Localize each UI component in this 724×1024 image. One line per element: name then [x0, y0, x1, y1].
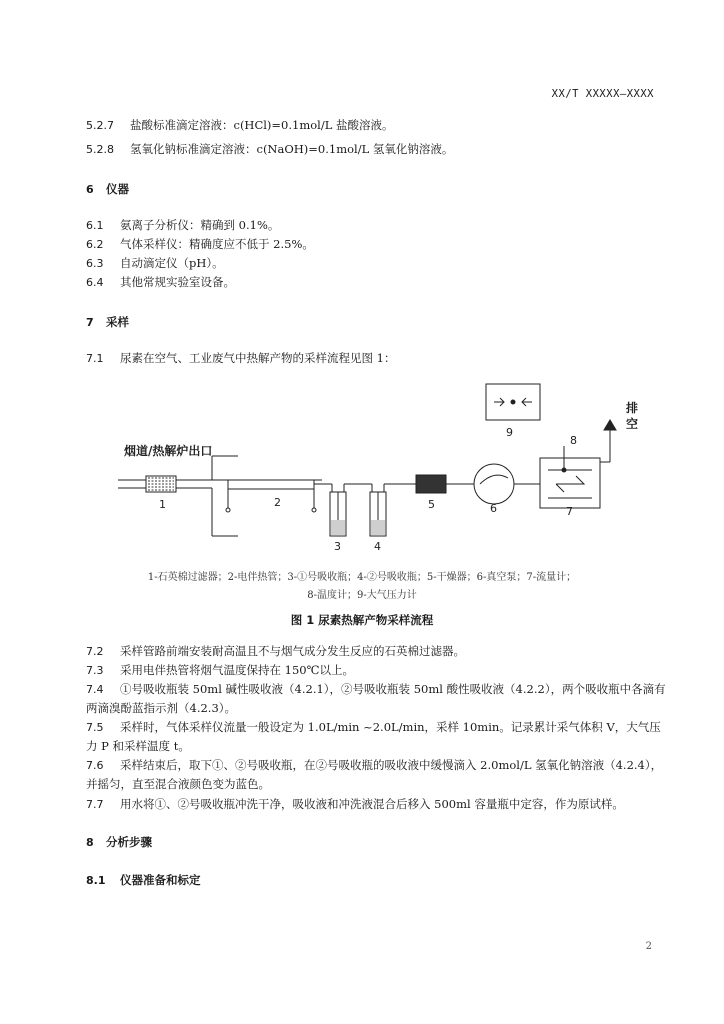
clause-number: 7.2: [86, 645, 104, 658]
clause-text: 采样管路前端安装耐高温且不与烟气成分发生反应的石英棉过滤器。: [120, 644, 465, 658]
clause-number: 6.4: [86, 276, 104, 289]
clause-text: 采样结束后，取下①、②号吸收瓶，在②号吸收瓶的吸收液中缓慢滴入 2.0mol/L 氢氧化钠溶液（4.2.4），并摇匀，直至混合液颜色变为蓝色。: [86, 758, 663, 791]
label-1: 1: [159, 498, 166, 511]
clause-number: 5.2.8: [86, 143, 114, 156]
clause-text: 采样时，气体采样仪流量一般设定为 1.0L/min ~2.0L/min，采样 10min。记录累计采气体积 V，大气压力 P 和采样温度 t。: [86, 720, 661, 753]
clause-7-7: [86, 797, 624, 812]
clause-text: 氢氧化钠标准滴定溶液：c(NaOH)=0.1mol/L 氢氧化钠溶液。: [130, 142, 454, 156]
subsection-heading-8-1: [86, 872, 201, 888]
clause-5-2-8: [86, 142, 453, 157]
clause-6-2: [86, 237, 314, 252]
section-number: 8.1: [86, 874, 106, 887]
label-4: 4: [374, 540, 381, 553]
clause-text: 采用电伴热管将烟气温度保持在 150℃以上。: [120, 663, 354, 677]
clause-text: 气体采样仪：精确度应不低于 2.5%。: [120, 237, 314, 251]
label-5: 5: [428, 498, 435, 511]
section-title: 采样: [106, 315, 129, 329]
clause-text: 自动滴定仪（pH）。: [120, 256, 224, 270]
section-title: 仪器: [106, 182, 129, 196]
clause-5-2-7: [86, 118, 394, 133]
clause-text: 盐酸标准滴定溶液：c(HCl)=0.1mol/L 盐酸溶液。: [130, 118, 394, 132]
flow-meter: [540, 458, 600, 508]
clause-7-6: [86, 756, 666, 794]
clause-text: ①号吸收瓶装 50ml 碱性吸收液（4.2.1），②号吸收瓶装 50ml 酸性吸收液（4.2.2），两个吸收瓶中各滴有两滴溴酚蓝指示剂（4.2.3）。: [86, 682, 666, 715]
figure-title: 图 1 尿素热解产物采样流程: [290, 613, 434, 627]
page-number: 2: [645, 941, 652, 952]
clause-number: 5.2.7: [86, 119, 114, 132]
clause-number: 7.5: [86, 721, 104, 734]
clause-number: 6.1: [86, 219, 104, 232]
quartz-filter: [146, 476, 176, 492]
clause-number: 7.1: [86, 352, 104, 365]
clause-text: 用水将①、②号吸收瓶冲洗干净，吸收液和冲洗液混合后移入 500ml 容量瓶中定容，作为原试样。: [120, 797, 624, 811]
exhaust-label-1: 排: [626, 401, 639, 415]
section-heading-6: [86, 181, 129, 197]
clause-7-4: [86, 680, 666, 718]
label-3: 3: [334, 540, 341, 553]
section-number: 7: [86, 316, 94, 329]
heated-tube: [228, 480, 314, 489]
dryer: [416, 475, 446, 493]
section-heading-8: [86, 834, 152, 850]
clause-7-1: [86, 351, 395, 366]
clause-number: 6.3: [86, 257, 104, 270]
section-title: 分析步骤: [106, 835, 152, 849]
inlet-label: 烟道/热解炉出口: [124, 444, 213, 458]
clause-number: 6.2: [86, 238, 104, 251]
document-id: XX/T XXXXX—XXXX: [551, 88, 654, 100]
clause-6-3: [86, 256, 224, 271]
clause-6-4: [86, 275, 235, 290]
exhaust-label-2: 空: [626, 417, 639, 431]
clause-6-1: [86, 218, 279, 233]
label-7: 7: [566, 505, 573, 518]
clause-text: 氨离子分析仪：精确到 0.1%。: [120, 218, 280, 232]
label-9: 9: [506, 426, 513, 439]
figure-legend-line-2: 8-温度计；9-大气压力计: [307, 590, 417, 601]
label-2: 2: [274, 496, 281, 509]
clause-text: 尿素在空气、工业废气中热解产物的采样流程见图 1：: [120, 351, 396, 365]
clause-number: 7.3: [86, 664, 104, 677]
clause-text: 其他常规实验室设备。: [120, 275, 235, 289]
section-title: 仪器准备和标定: [120, 873, 201, 887]
section-heading-7: [86, 314, 129, 330]
clause-7-2: [86, 644, 465, 659]
label-6: 6: [490, 502, 497, 515]
section-number: 8: [86, 836, 94, 849]
clause-number: 7.4: [86, 683, 104, 696]
label-8: 8: [570, 434, 577, 447]
clause-7-5: [86, 718, 666, 756]
section-number: 6: [86, 183, 94, 196]
figure-legend-line-1: 1-石英棉过滤器；2-电伴热管；3-①号吸收瓶；4-②号吸收瓶；5-干燥器；6-真空泵；7-流量计；: [147, 572, 577, 583]
clause-number: 7.6: [86, 759, 104, 772]
sampling-flow-diagram: [0, 372, 724, 562]
clause-number: 7.7: [86, 798, 104, 811]
clause-7-3: [86, 663, 354, 678]
